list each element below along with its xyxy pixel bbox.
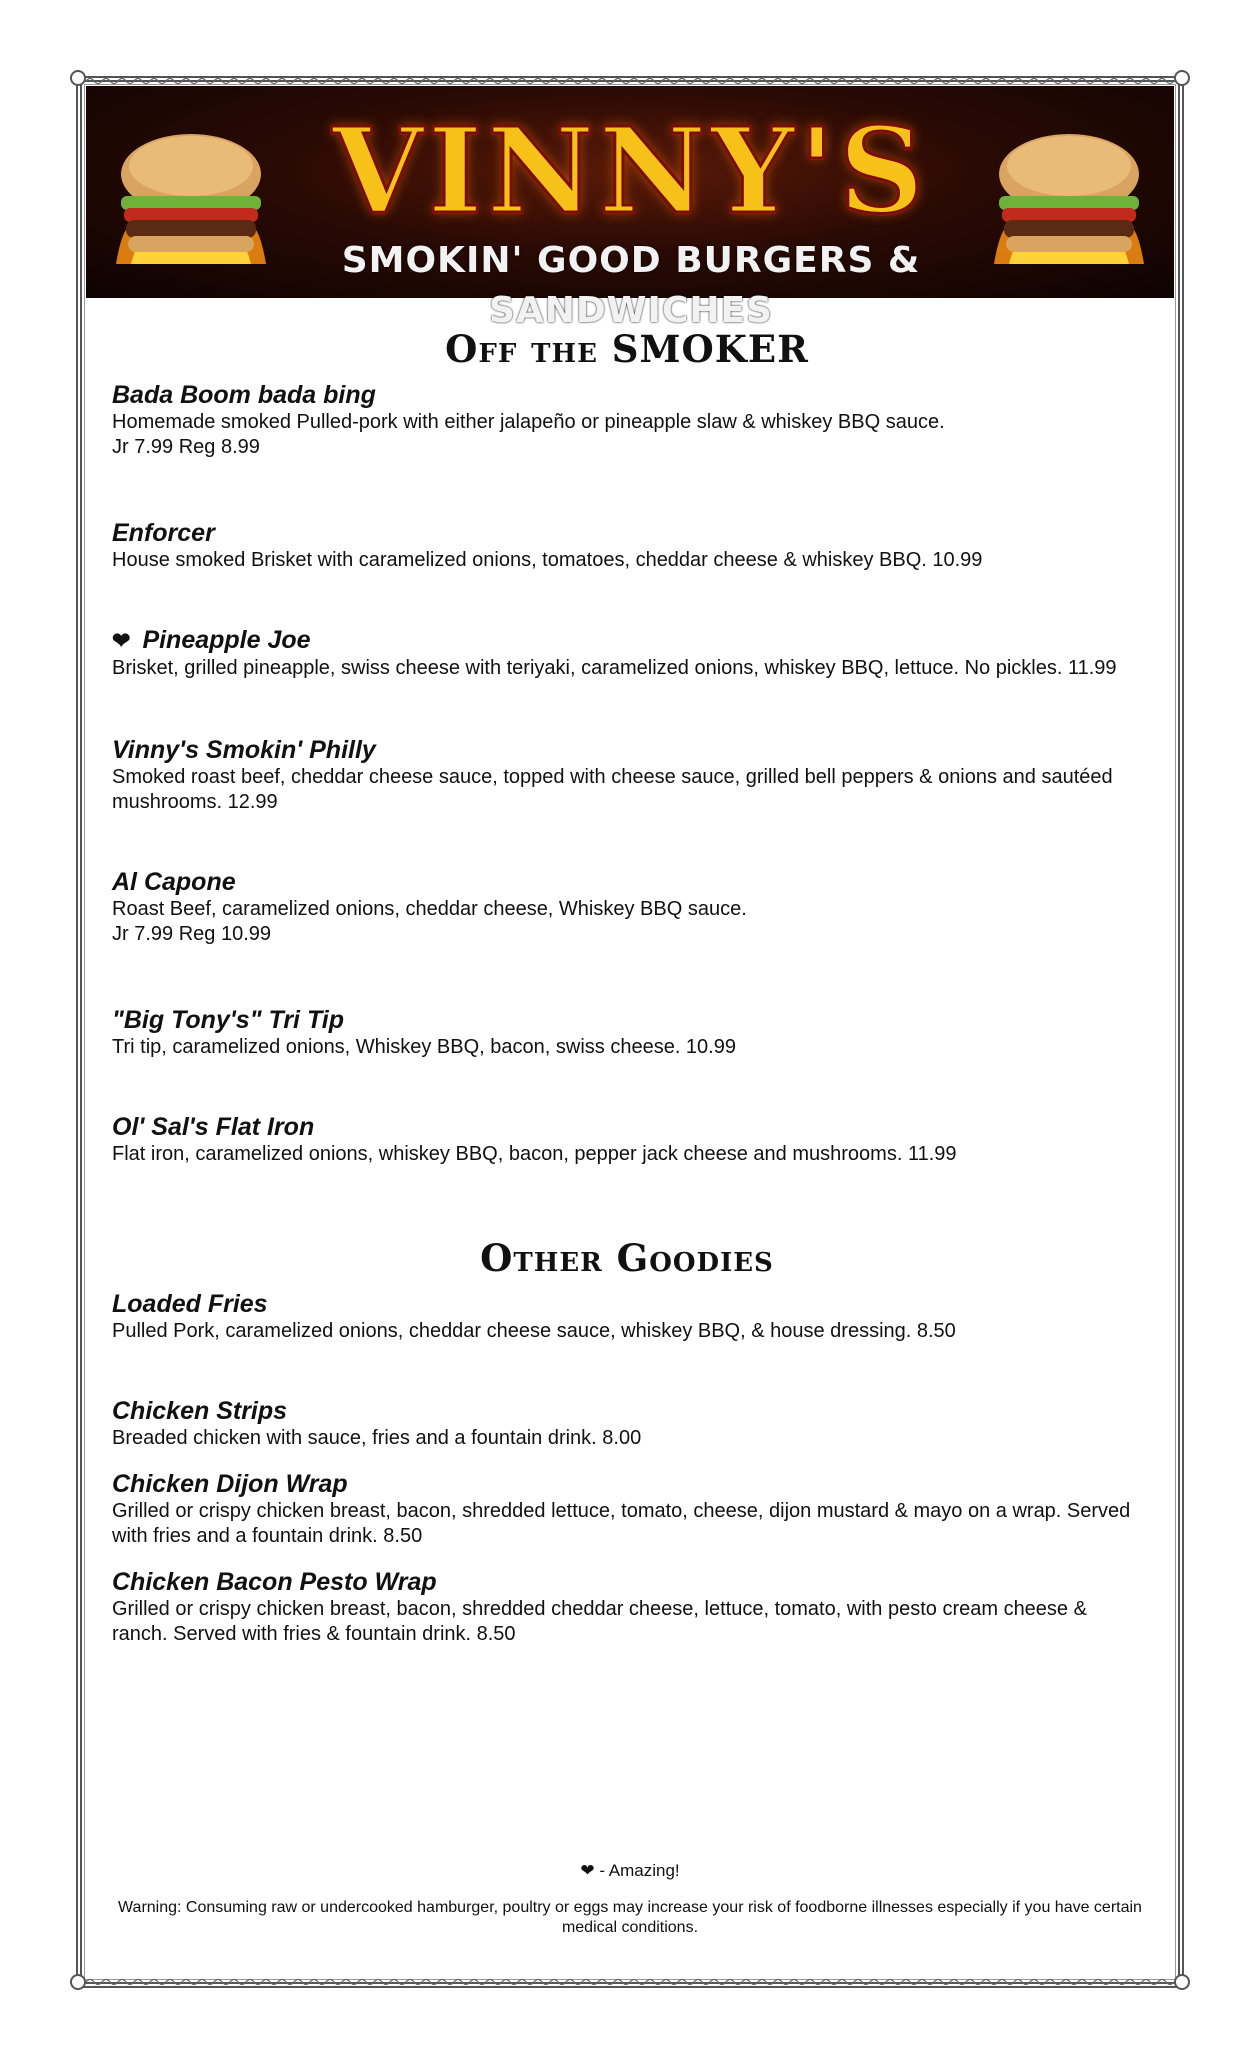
- item-description: Grilled or crispy chicken breast, bacon, shredded cheddar cheese, lettuce, tomato, with pesto cream cheese & ranch. Served with fries & fountain drink. 8.50: [112, 1598, 1087, 1645]
- item-name: Bada Boom bada bing: [112, 381, 376, 409]
- menu-item: [112, 1567, 1142, 1647]
- menu-item: [112, 1469, 1142, 1549]
- item-price: Jr 7.99 Reg 10.99: [112, 923, 271, 945]
- menu-item: [112, 625, 1142, 681]
- item-description: House smoked Brisket with caramelized onions, tomatoes, cheddar cheese & whiskey BBQ. 10.99: [112, 549, 983, 571]
- menu-item: [112, 1396, 1142, 1451]
- corner-ornament: [1174, 70, 1190, 86]
- item-description: Tri tip, caramelized onions, Whiskey BBQ, bacon, swiss cheese. 10.99: [112, 1036, 736, 1058]
- item-name: Ol' Sal's Flat Iron: [112, 1113, 315, 1141]
- heart-icon: ❤: [580, 1861, 595, 1880]
- item-name: Vinny's Smokin' Philly: [112, 736, 376, 764]
- item-description: Breaded chicken with sauce, fries and a fountain drink. 8.00: [112, 1427, 642, 1449]
- item-name: "Big Tony's" Tri Tip: [112, 1006, 344, 1034]
- logo-title: VINNY'S: [331, 101, 929, 240]
- heart-icon: ❤: [112, 628, 131, 653]
- wave-line: [86, 79, 1174, 84]
- legend: [86, 1860, 1174, 1882]
- health-warning: Warning: Consuming raw or undercooked hamburger, poultry or eggs may increase your risk of foodborne illnesses especially if you have certain medical conditions.: [118, 1899, 1142, 1936]
- menu-item: [112, 867, 1142, 947]
- header-banner: [86, 86, 1174, 331]
- item-name: Al Capone: [112, 868, 236, 896]
- item-description: Brisket, grilled pineapple, swiss cheese with teriyaki, caramelized onions, whiskey BBQ, lettuce. No pickles. 11.99: [112, 657, 1117, 679]
- legend-text: - Amazing!: [599, 1861, 680, 1880]
- menu-item: [112, 518, 1142, 573]
- item-description: Roast Beef, caramelized onions, cheddar cheese, Whiskey BBQ sauce.: [112, 898, 747, 920]
- item-name: Pineapple Joe: [142, 626, 311, 654]
- item-description: Flat iron, caramelized onions, whiskey BBQ, bacon, pepper jack cheese and mushrooms. 11.99: [112, 1143, 957, 1165]
- item-description: Pulled Pork, caramelized onions, cheddar cheese sauce, whiskey BBQ, & house dressing. 8.50: [112, 1320, 956, 1342]
- corner-ornament: [1174, 1974, 1190, 1990]
- menu-content: [112, 300, 1142, 1647]
- menu-item: [112, 1005, 1142, 1060]
- item-price: Jr 7.99 Reg 8.99: [112, 436, 260, 458]
- item-description: Homemade smoked Pulled-pork with either jalapeño or pineapple slaw & whiskey BBQ sauce.: [112, 411, 945, 433]
- item-name: Chicken Strips: [112, 1397, 288, 1425]
- item-description: Grilled or crispy chicken breast, bacon, shredded lettuce, tomato, cheese, dijon mustard & mayo on a wrap. Served with fries and a fountain drink. 8.50: [112, 1500, 1131, 1547]
- logo-subtitle: SMOKIN' GOOD BURGERS & SANDWICHES: [341, 240, 921, 331]
- decorative-wave-top: [86, 76, 1174, 86]
- item-name: Enforcer: [112, 519, 215, 547]
- item-name: Chicken Dijon Wrap: [112, 1470, 348, 1498]
- section-title-off-the-smoker: Off the SMOKER: [445, 327, 809, 371]
- corner-ornament: [70, 70, 86, 86]
- menu-item: [112, 1289, 1142, 1344]
- wave-line: [86, 1980, 1174, 1985]
- item-name: Chicken Bacon Pesto Wrap: [112, 1568, 437, 1596]
- section-title-other-goodies: Other Goodies: [480, 1236, 774, 1280]
- decorative-wave-bottom: [86, 1977, 1174, 1987]
- menu-item: [112, 380, 1142, 460]
- item-description: Smoked roast beef, cheddar cheese sauce, topped with cheese sauce, grilled bell peppers & onions and sautéed mushrooms. 12.99: [112, 766, 1113, 813]
- menu-item: [112, 735, 1142, 815]
- item-name: Loaded Fries: [112, 1290, 268, 1318]
- corner-ornament: [70, 1974, 86, 1990]
- menu-item: [112, 1112, 1142, 1167]
